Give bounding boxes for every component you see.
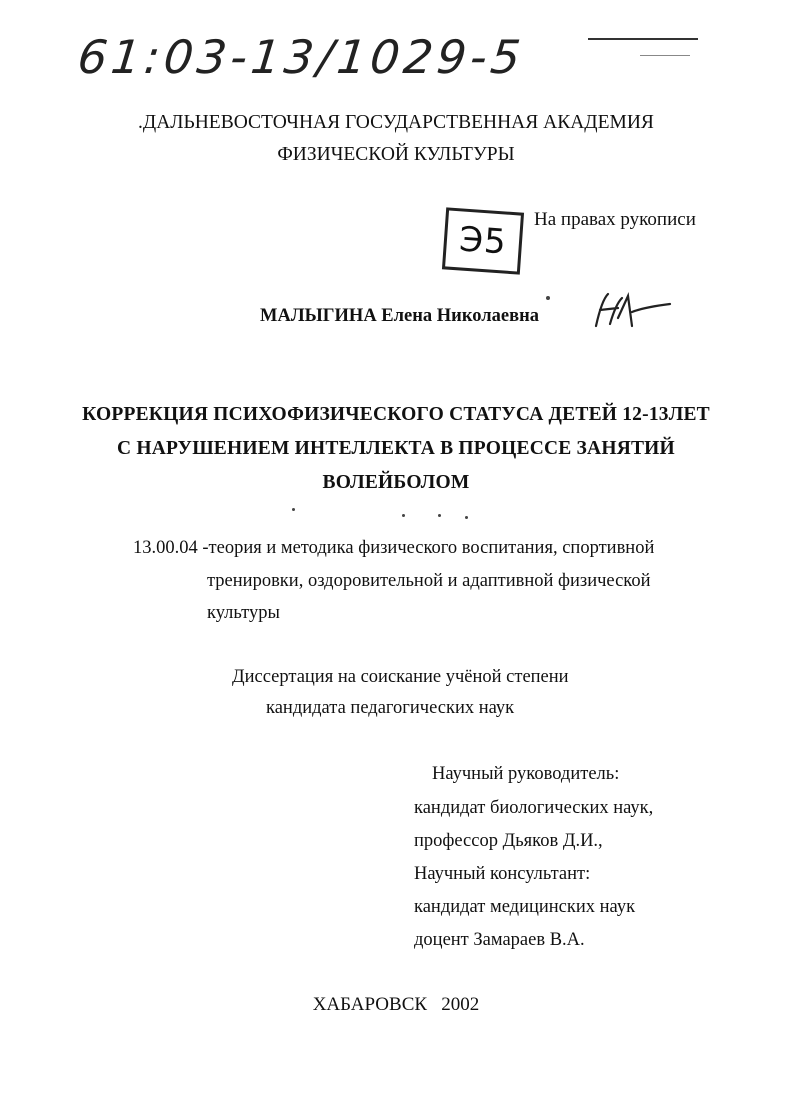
supervisor-name: профессор Дьяков Д.И., — [414, 831, 603, 851]
supervisor-degree: кандидат биологических наук, — [414, 798, 654, 818]
signature-icon — [588, 288, 678, 338]
specialty-line-1: 13.00.04 -теория и методика физического воспитания, спортивной — [133, 538, 655, 558]
header-rule-short — [640, 55, 690, 56]
title-line-1: КОРРЕКЦИЯ ПСИХОФИЗИЧЕСКОГО СТАТУСА ДЕТЕЙ 12-13ЛЕТ — [82, 404, 710, 425]
consultant-heading: Научный консультант: — [414, 864, 591, 884]
supervisor-heading: Научный руководитель: — [432, 764, 620, 784]
header-rule — [588, 38, 698, 40]
consultant-name: доцент Замараев В.А. — [414, 930, 585, 950]
title-line-3: ВОЛЕЙБОЛОМ — [322, 472, 470, 493]
speck — [465, 516, 468, 519]
title-line-2: С НАРУШЕНИЕМ ИНТЕЛЛЕКТА В ПРОЦЕССЕ ЗАНЯТИЙ — [117, 438, 675, 459]
specialty-line-3: культуры — [207, 603, 280, 623]
dissertation-line-1: Диссертация на соискание учёной степени — [232, 667, 569, 687]
stamp-text: Э5 — [457, 219, 509, 263]
archive-code: 61:03-13/1029-5 — [75, 30, 527, 84]
consultant-degree: кандидат медицинских наук — [414, 897, 636, 917]
speck — [402, 514, 405, 517]
organization-line-2: ФИЗИЧЕСКОЙ КУЛЬТУРЫ — [277, 144, 515, 165]
speck — [438, 514, 441, 517]
rights-note: На правах рукописи — [534, 209, 696, 230]
speck — [292, 508, 295, 511]
author-name: МАЛЫГИНА Елена Николаевна — [260, 306, 539, 326]
library-stamp — [442, 207, 524, 274]
organization-line-1: .ДАЛЬНЕВОСТОЧНАЯ ГОСУДАРСТВЕННАЯ АКАДЕМИЯ — [138, 112, 654, 133]
speck — [546, 296, 550, 300]
specialty-line-2: тренировки, оздоровительной и адаптивной физической — [207, 571, 651, 591]
city-year: ХАБАРОВСК 2002 — [312, 994, 480, 1015]
dissertation-line-2: кандидата педагогических наук — [266, 698, 515, 718]
